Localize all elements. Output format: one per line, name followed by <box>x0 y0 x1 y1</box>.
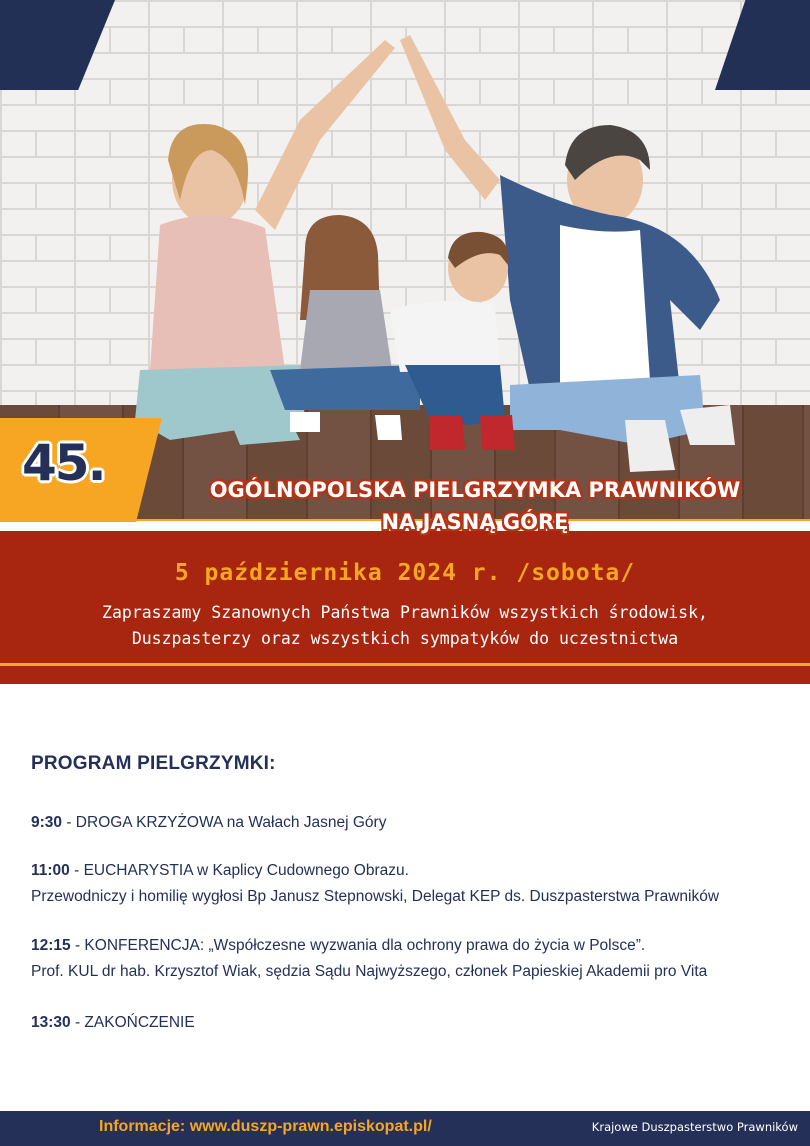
program-item <box>31 814 386 832</box>
event-date: 5 października 2024 r. /sobota/ <box>174 560 636 586</box>
program-text: - DROGA KRZYŻOWA na Wałach Jasnej Góry <box>62 814 387 831</box>
info-website-link[interactable]: Informacje: www.duszp-prawn.episkopat.pl/ <box>99 1118 432 1135</box>
program-time: 12:15 <box>31 937 71 954</box>
organizer-name: Krajowe Duszpasterstwo Prawników <box>591 1120 798 1134</box>
event-title-line2: NA JASNĄ GÓRĘ <box>381 510 569 534</box>
program-item <box>31 1014 195 1032</box>
program-heading: PROGRAM PIELGRZYMKI: <box>31 753 276 774</box>
invitation-line1: Zapraszamy Szanownych Państwa Prawników wszystkich środowisk, <box>102 603 708 622</box>
program-item <box>31 937 645 955</box>
boy-figure <box>390 232 515 450</box>
program-item <box>31 862 409 880</box>
program-text: - KONFERENCJA: „Współczesne wyzwania dla ochrony prawa do życia w Polsce”. <box>70 937 646 954</box>
program-time: 9:30 <box>31 814 63 831</box>
divider-line-bottom <box>0 663 810 666</box>
program-time: 13:30 <box>31 1014 71 1031</box>
program-item-detail: Przewodniczy i homilię wygłosi Bp Janusz Stepnowski, Delegat KEP ds. Duszpasterstwa Prawników <box>31 888 720 905</box>
event-title-line1: OGÓLNOPOLSKA PIELGRZYMKA PRAWNIKÓW <box>209 478 741 502</box>
program-text: - EUCHARYSTIA w Kaplicy Cudownego Obrazu. <box>69 862 409 879</box>
program-item-detail: Prof. KUL dr hab. Krzysztof Wiak, sędzia Sądu Najwyższego, członek Papieskiej Akademii pro Vita <box>31 963 708 980</box>
program-time: 11:00 <box>31 862 70 879</box>
program-text: - ZAKOŃCZENIE <box>70 1014 195 1031</box>
edition-number: 45. <box>22 434 105 492</box>
invitation-line2: Duszpasterzy oraz wszystkich sympatyków do uczestnictwa <box>131 629 679 648</box>
